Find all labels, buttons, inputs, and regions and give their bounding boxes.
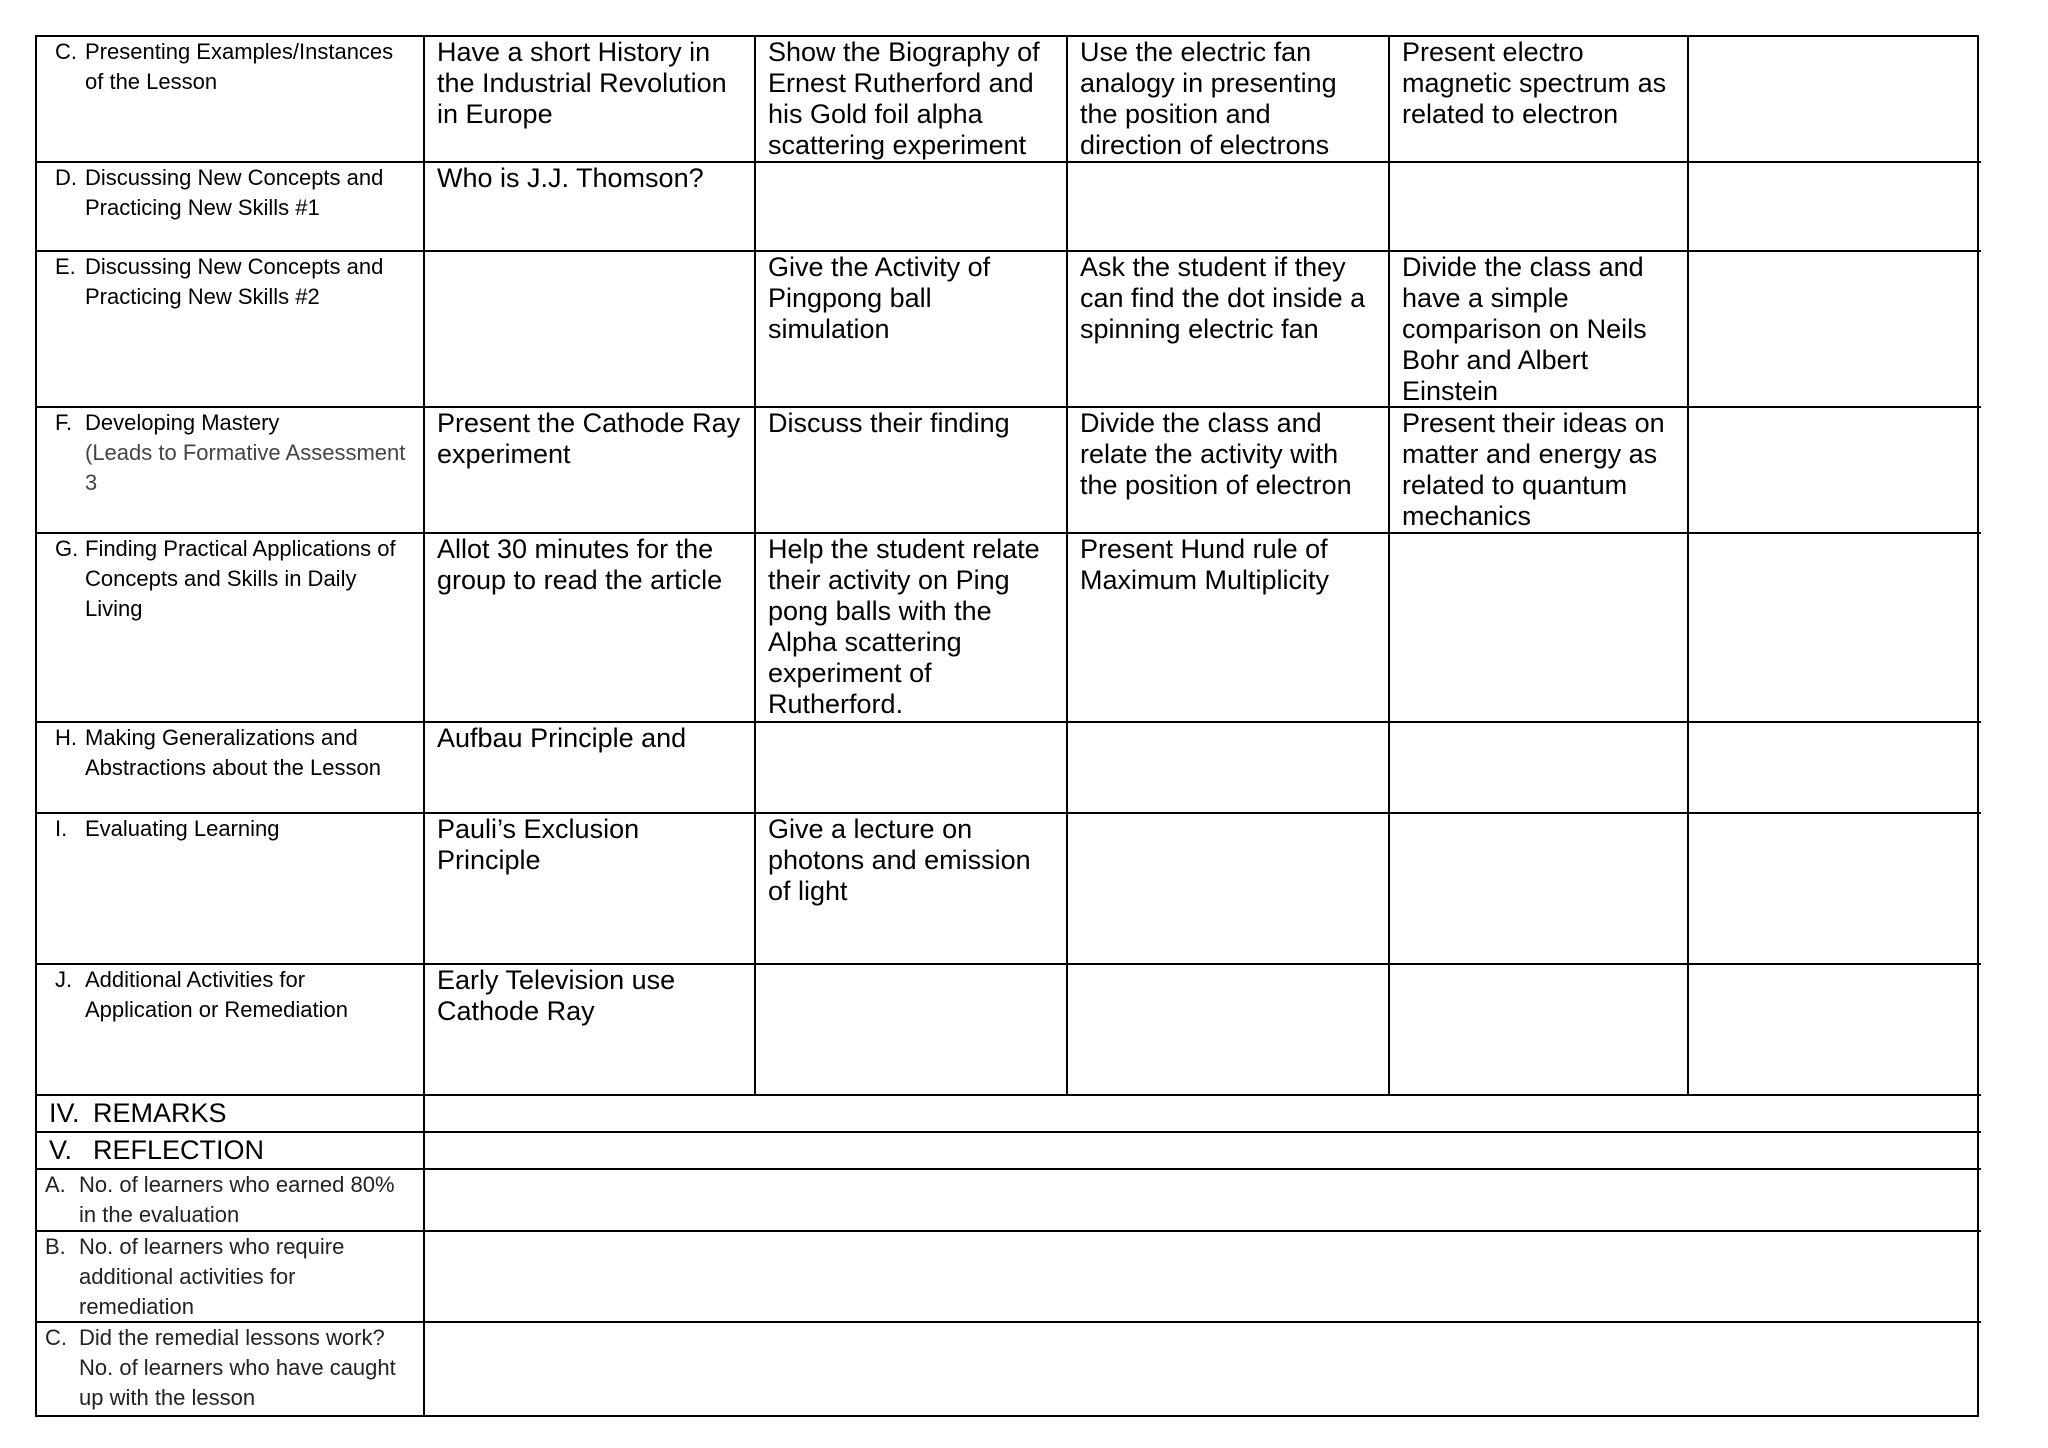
table-cell: Present electro magnetic spectrum as related to electron (1390, 37, 1689, 163)
row-label-j (37, 965, 425, 1096)
table-cell (1689, 252, 1981, 408)
table-cell: Discuss their finding (756, 408, 1068, 534)
reflection-item-b (37, 1232, 425, 1323)
table-cell (1390, 163, 1689, 252)
table-cell: Show the Biography of Ernest Rutherford and his Gold foil alpha scattering experiment (756, 37, 1068, 163)
table-cell: Use the electric fan analogy in presenting the position and direction of electrons (1068, 37, 1390, 163)
table-cell: Pauli’s Exclusion Principle (425, 814, 756, 965)
row-letter: E. (55, 254, 76, 279)
table-cell (756, 163, 1068, 252)
reflection-letter: A. (45, 1172, 66, 1197)
section-remarks (37, 1096, 425, 1133)
table-cell (1689, 723, 1981, 814)
remarks-field (425, 1096, 1981, 1133)
section-reflection (37, 1133, 425, 1170)
table-cell: Have a short History in the Industrial Revolution in Europe (425, 37, 756, 163)
row-label-f (37, 408, 425, 534)
table-cell: Who is J.J. Thomson? (425, 163, 756, 252)
table-cell: Ask the student if they can find the dot inside a spinning electric fan (1068, 252, 1390, 408)
reflection-label: No. of learners who require additional activities for remediation (79, 1234, 345, 1319)
table-cell: Give a lecture on photons and emission of light (756, 814, 1068, 965)
row-letter: D. (55, 165, 77, 190)
table-cell: Present Hund rule of Maximum Multiplicity (1068, 534, 1390, 723)
table-cell (1689, 534, 1981, 723)
table-cell (1068, 965, 1390, 1096)
table-cell: Present the Cathode Ray experiment (425, 408, 756, 534)
row-label-text: Presenting Examples/Instances of the Lesson (85, 39, 394, 94)
table-cell (1689, 37, 1981, 163)
reflection-answer-b (425, 1232, 1981, 1323)
table-cell (1068, 814, 1390, 965)
table-cell (1689, 163, 1981, 252)
row-letter: F. (55, 410, 73, 435)
section-numeral: V. (49, 1135, 73, 1165)
row-label-text: Additional Activities for Application or Remediation (85, 967, 348, 1022)
table-cell (1390, 965, 1689, 1096)
row-label-d (37, 163, 425, 252)
row-label-h (37, 723, 425, 814)
table-cell: Help the student relate their activity on Ping pong balls with the Alpha scattering experiment of Rutherford. (756, 534, 1068, 723)
table-cell (1390, 723, 1689, 814)
section-title: REMARKS (93, 1098, 227, 1128)
row-label-e (37, 252, 425, 408)
table-cell (1390, 534, 1689, 723)
section-numeral: IV. (49, 1098, 80, 1128)
row-label-g (37, 534, 425, 723)
table-cell: Divide the class and relate the activity with the position of electron (1068, 408, 1390, 534)
reflection-field (425, 1133, 1981, 1170)
table-cell (1689, 965, 1981, 1096)
table-cell (1390, 814, 1689, 965)
lesson-plan-table (35, 35, 1979, 1417)
table-cell (1068, 163, 1390, 252)
table-cell: Present their ideas on matter and energy as related to quantum mechanics (1390, 408, 1689, 534)
row-label-text: Finding Practical Applications of Concepts and Skills in Daily Living (85, 536, 396, 621)
row-label-text: Discussing New Concepts and Practicing New Skills #1 (85, 165, 384, 220)
reflection-label: Did the remedial lessons work? No. of learners who have caught up with the lesson (79, 1325, 396, 1410)
reflection-letter: C. (45, 1325, 67, 1350)
row-label-c (37, 37, 425, 163)
table-cell: Allot 30 minutes for the group to read the article (425, 534, 756, 723)
row-letter: H. (55, 725, 77, 750)
row-label-text: Evaluating Learning (85, 816, 280, 841)
reflection-answer-c (425, 1323, 1981, 1415)
table-cell (1068, 723, 1390, 814)
section-title: REFLECTION (93, 1135, 265, 1165)
reflection-letter: B. (45, 1234, 66, 1259)
table-cell: Aufbau Principle and (425, 723, 756, 814)
table-cell: Early Television use Cathode Ray (425, 965, 756, 1096)
table-cell (1689, 814, 1981, 965)
reflection-item-a (37, 1170, 425, 1232)
row-label-main: Developing Mastery (85, 410, 280, 435)
row-letter: J. (55, 967, 73, 992)
table-cell (425, 252, 756, 408)
row-letter: I. (55, 816, 68, 841)
table-cell: Give the Activity of Pingpong ball simulation (756, 252, 1068, 408)
table-cell (1689, 408, 1981, 534)
table-cell (756, 965, 1068, 1096)
reflection-item-c (37, 1323, 425, 1415)
row-label-text: Making Generalizations and Abstractions about the Lesson (85, 725, 381, 780)
reflection-label: No. of learners who earned 80% in the evaluation (79, 1172, 395, 1227)
table-cell (756, 723, 1068, 814)
reflection-answer-a (425, 1170, 1981, 1232)
row-label-sub: (Leads to Formative Assessment 3 (85, 440, 406, 495)
row-label-text: Discussing New Concepts and Practicing New Skills #2 (85, 254, 384, 309)
row-label-i (37, 814, 425, 965)
row-label-text (85, 408, 413, 532)
row-letter: G. (55, 536, 79, 561)
table-cell: Divide the class and have a simple comparison on Neils Bohr and Albert Einstein (1390, 252, 1689, 408)
row-letter: C. (55, 39, 77, 64)
